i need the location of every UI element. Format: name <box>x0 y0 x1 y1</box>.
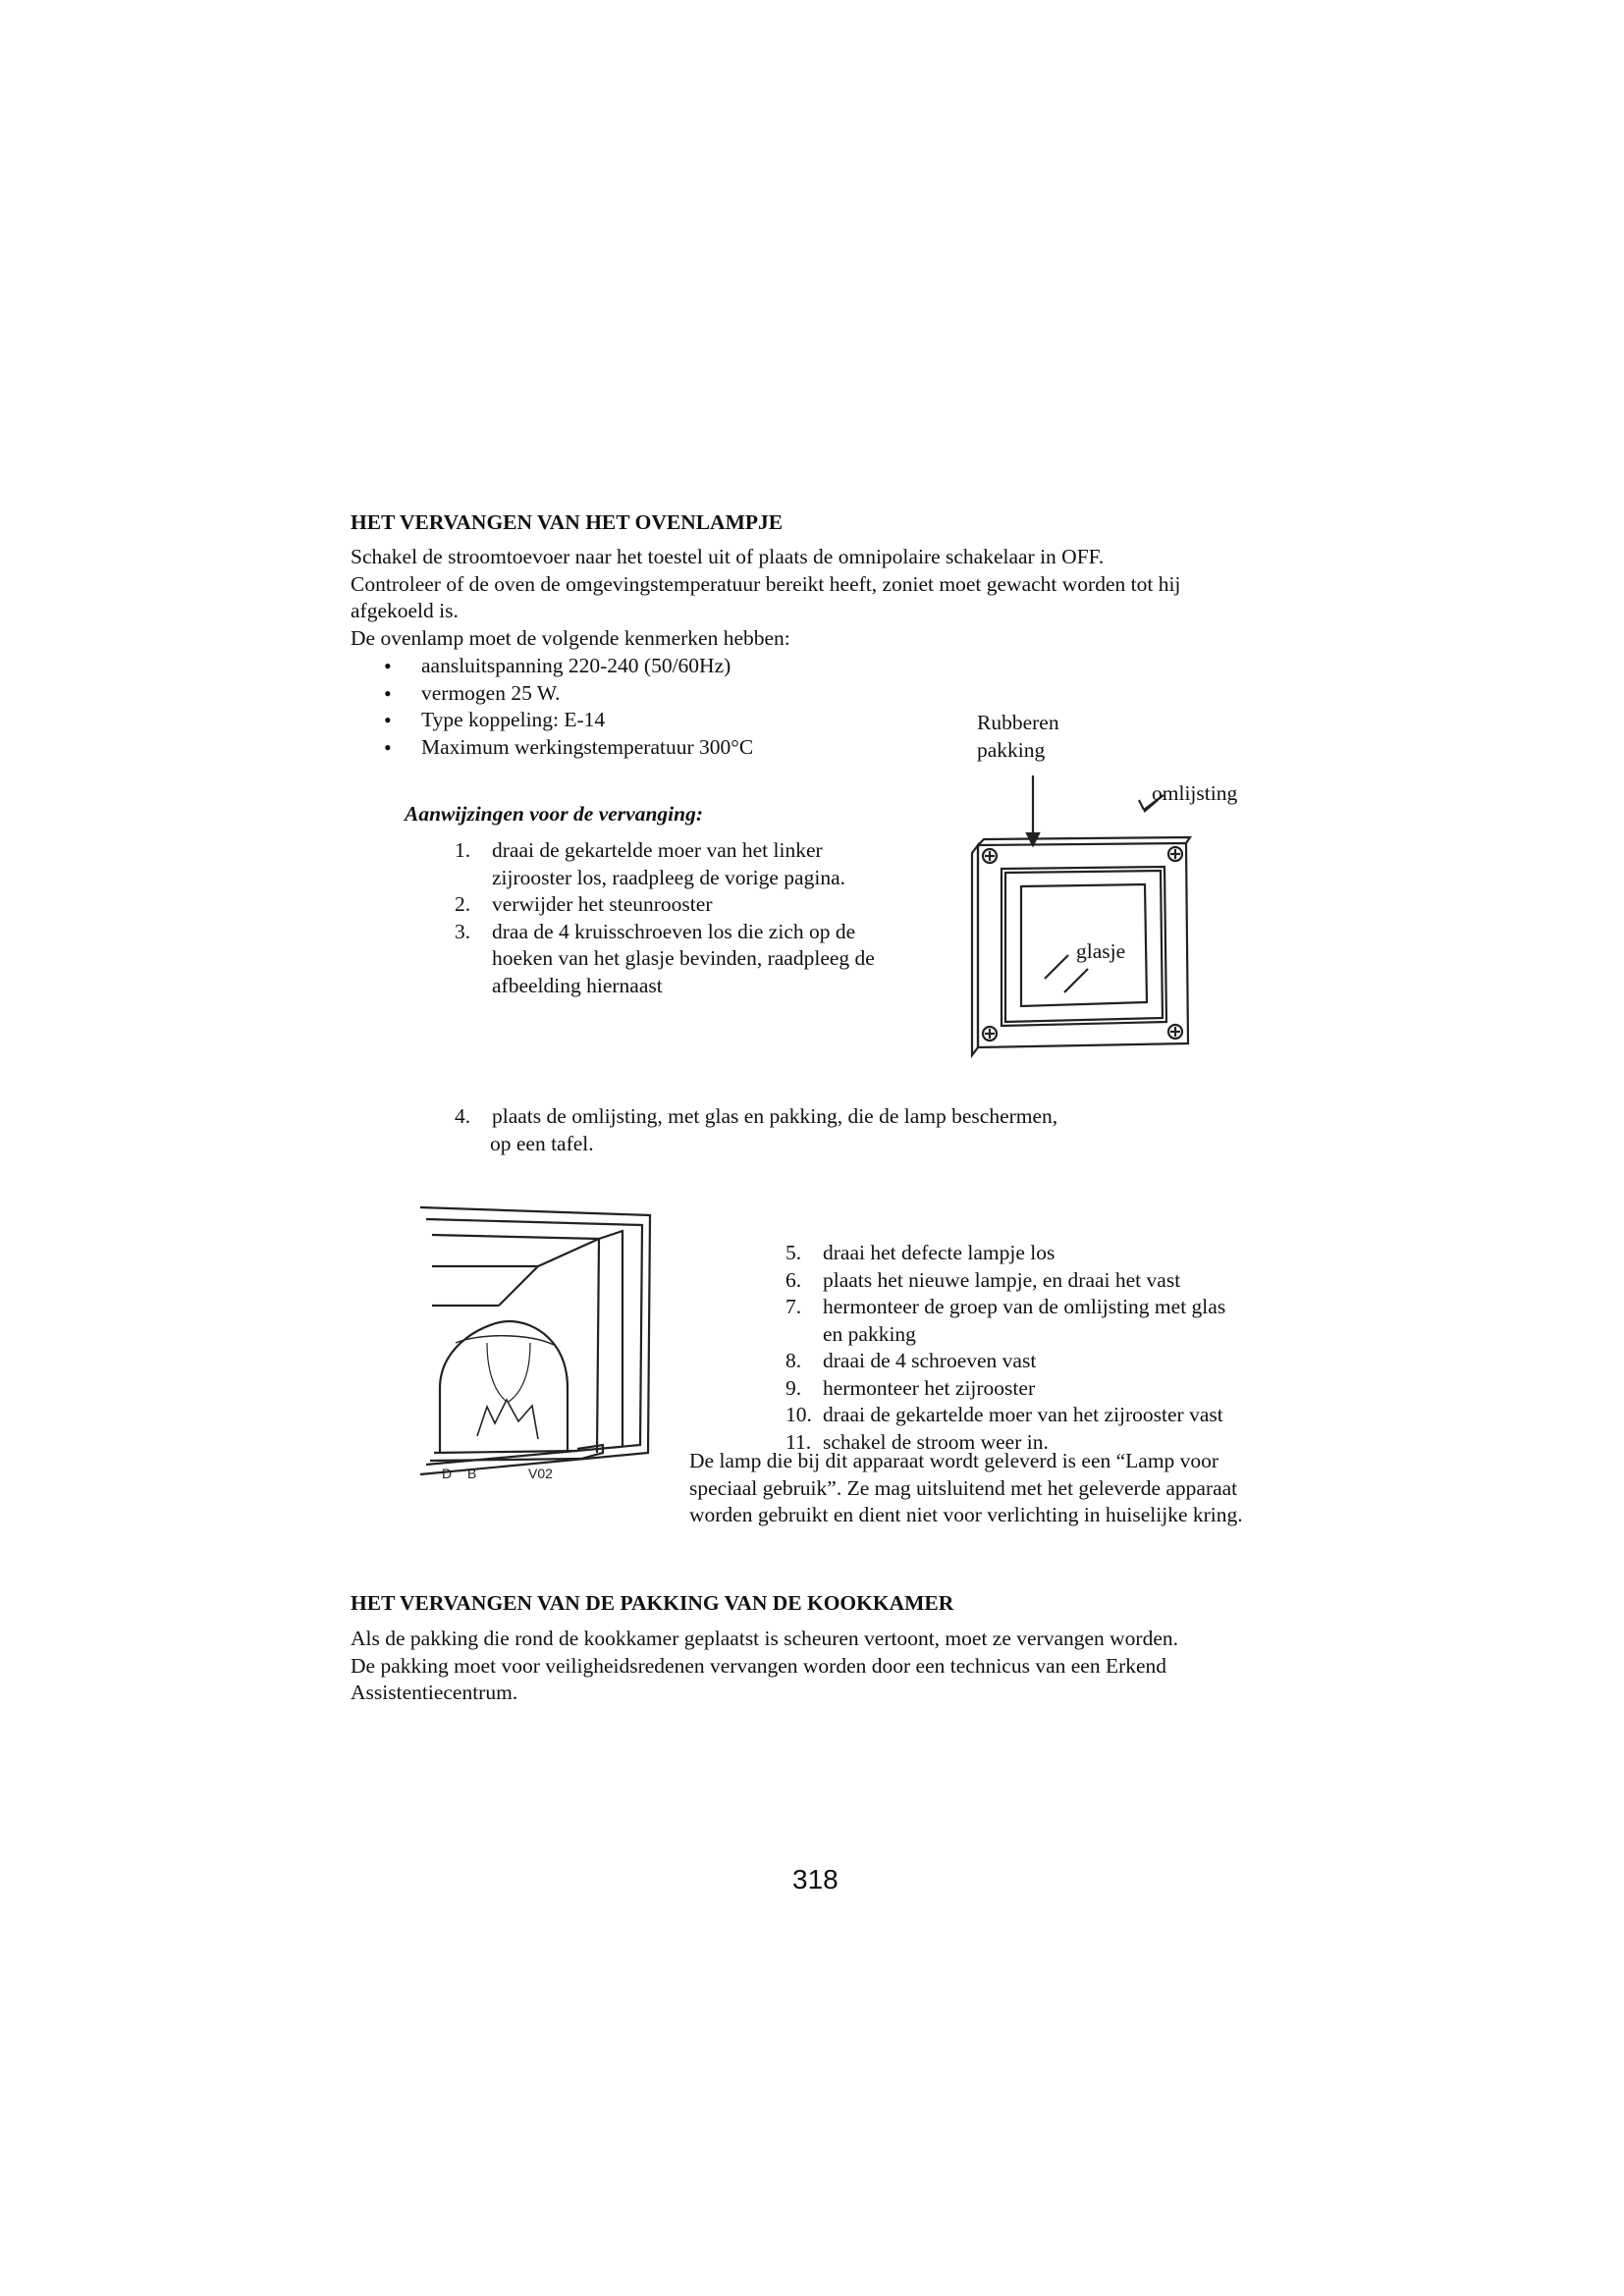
spec-item: • vermogen 25 W. <box>351 680 940 708</box>
step-item: 7. hermonteer de groep van de omlijsting met glas en pakking <box>785 1295 1226 1346</box>
section-title-gasket: HET VERVANGEN VAN DE PAKKING VAN DE KOOKKAMER <box>351 1591 954 1615</box>
intro-line: afgekoeld is. <box>351 599 459 622</box>
note-line: worden gebruikt en dient niet voor verlichting in huiselijke kring. <box>689 1503 1243 1526</box>
step-item: 1. draai de gekartelde moer van het linker zijrooster los, raadpleeg de vorige pagina. <box>455 838 845 889</box>
label-rubber-gasket-2: pakking <box>977 738 1046 762</box>
gasket-paragraph <box>351 1626 1332 1707</box>
intro-line: De ovenlamp moet de volgende kenmerken hebben: <box>351 625 790 650</box>
note-line: De lamp die bij dit apparaat wordt geleverd is een “Lamp voor <box>689 1449 1219 1472</box>
step-item: 5. draai het defecte lampje los <box>785 1241 1056 1264</box>
intro-paragraph <box>351 544 1332 652</box>
lamp-figure <box>371 1196 656 1490</box>
section-title-lamp: HET VERVANGEN VAN HET OVENLAMPJE <box>351 510 784 534</box>
step-item: 8. draai de 4 schroeven vast <box>785 1349 1037 1372</box>
steps-list-a <box>455 837 965 999</box>
step-item: 2. verwijder het steunrooster <box>455 892 713 916</box>
step-item: 3. draa de 4 kruisschroeven los die zich op de hoeken van het glasje bevinden, raadpleeg de afbeelding hiernaast <box>455 919 875 997</box>
spec-item: • aansluitspanning 220-240 (50/60Hz) <box>351 653 940 680</box>
lamp-cavity-outer <box>420 1207 650 1474</box>
label-glass: glasje <box>1076 939 1126 963</box>
intro-line: Controleer of de oven de omgevingstemperatuur bereikt heeft, zoniet moet gewacht worden tot hij <box>351 571 1181 596</box>
steps-list-4 <box>455 1103 1201 1157</box>
gasket-line: Assistentiecentrum. <box>351 1681 518 1704</box>
lamp-mark-d: D <box>442 1466 453 1481</box>
note-line: speciaal gebruik”. Ze mag uitsluitend met het geleverde apparaat <box>689 1475 1238 1500</box>
oven-lamp-illustration <box>371 1196 656 1490</box>
gasket-line: De pakking moet voor veiligheidsredenen vervangen worden door een technicus van een Erkend <box>351 1653 1167 1678</box>
step-item: 11. schakel de stroom weer in. <box>785 1429 1049 1454</box>
label-rubber-gasket-1: Rubberen <box>977 711 1059 734</box>
step-item: 6. plaats het nieuwe lampje, en draai het vast <box>785 1267 1181 1292</box>
lamp-spec-list <box>351 653 940 761</box>
gasket-line: Als de pakking die rond de kookkamer geplaatst is scheuren vertoont, moet ze vervangen worden. <box>351 1627 1179 1650</box>
lamp-filament <box>477 1400 538 1439</box>
lamp-mark-b: B <box>467 1466 477 1481</box>
label-frame: omlijsting <box>1152 781 1238 805</box>
step-item: 9. hermonteer het zijrooster <box>785 1375 1036 1400</box>
special-lamp-note <box>689 1448 1318 1529</box>
page-number: 318 <box>792 1864 839 1895</box>
step-item: 10. draai de gekartelde moer van het zijrooster vast <box>785 1403 1223 1426</box>
step-item: 4. plaats de omlijsting, met glas en pakking, die de lamp beschermen, op een tafel. <box>455 1104 1058 1155</box>
lamp-mark-v02: V02 <box>528 1466 553 1481</box>
spec-item: • Type koppeling: E-14 <box>351 707 940 734</box>
steps-list-b <box>785 1240 1335 1456</box>
instructions-heading: Aanwijzingen voor de vervanging: <box>405 802 704 826</box>
intro-line: Schakel de stroomtoevoer naar het toestel uit of plaats de omnipolaire schakelaar in OFF. <box>351 545 1105 568</box>
spec-item: • Maximum werkingstemperatuur 300°C <box>351 734 940 762</box>
frame-arrow-top <box>1139 800 1144 810</box>
